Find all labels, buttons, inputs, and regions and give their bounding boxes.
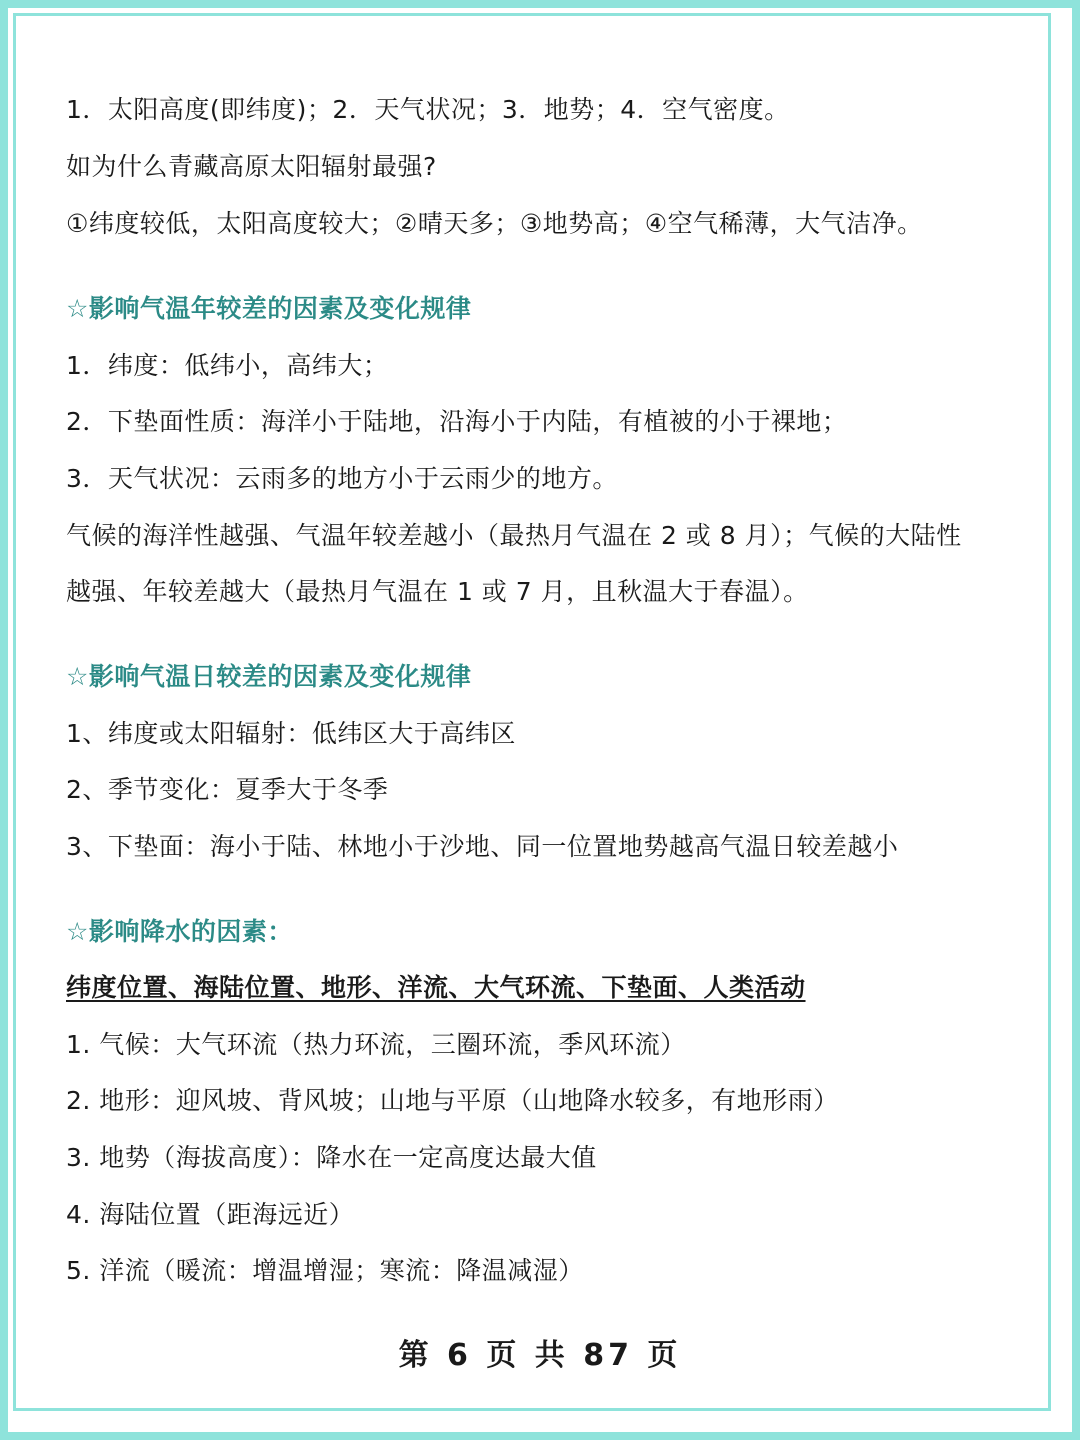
precip-item-2: 2. 地形：迎风坡、背风坡；山地与平原（山地降水较多，有地形雨） [66, 1086, 839, 1115]
page-number: 第 6 页 共 87 页 [398, 1338, 682, 1373]
daily-range-heading: ☆影响气温日较差的因素及变化规律 [66, 662, 472, 691]
annual-item-1: 1．纬度：低纬小，高纬大； [66, 351, 389, 380]
daily-item-2: 2、季节变化：夏季大于冬季 [66, 775, 389, 804]
daily-item-3: 3、下垫面：海小于陆、林地小于沙地、同一位置地势越高气温日较差越小 [66, 832, 899, 861]
answer-line: ①纬度较低，太阳高度较大；②晴天多；③地势高；④空气稀薄，大气洁净。 [66, 209, 923, 238]
annual-item-2: 2．下垫面性质：海洋小于陆地，沿海小于内陆，有植被的小于裸地； [66, 407, 848, 436]
precip-item-5: 5. 洋流（暖流：增温增湿；寒流：降温减湿） [66, 1256, 584, 1285]
annual-range-heading: ☆影响气温年较差的因素及变化规律 [66, 294, 472, 323]
annual-note-line-1: 气候的海洋性越强、气温年较差越小（最热月气温在 2 或 8 月）；气候的大陆性 [66, 521, 962, 550]
question-line: 如为什么青藏高原太阳辐射最强? [66, 152, 437, 181]
precip-item-3: 3. 地势（海拔高度）：降水在一定高度达最大值 [66, 1143, 597, 1172]
precipitation-heading: ☆影响降水的因素： [66, 917, 293, 946]
daily-item-1: 1、纬度或太阳辐射：低纬区大于高纬区 [66, 719, 516, 748]
precip-item-4: 4. 海陆位置（距海远近） [66, 1200, 355, 1229]
precip-item-1: 1. 气候：大气环流（热力环流，三圈环流，季风环流） [66, 1030, 686, 1059]
annual-item-3: 3．天气状况：云雨多的地方小于云雨少的地方。 [66, 464, 618, 493]
annual-note-line-2: 越强、年较差越大（最热月气温在 1 或 7 月，且秋温大于春温）。 [66, 577, 809, 606]
solar-factors-line: 1．太阳高度(即纬度)；2．天气状况；3．地势；4．空气密度。 [66, 95, 790, 124]
precipitation-summary: 纬度位置、海陆位置、地形、洋流、大气环流、下垫面、人类活动 [66, 973, 806, 1002]
